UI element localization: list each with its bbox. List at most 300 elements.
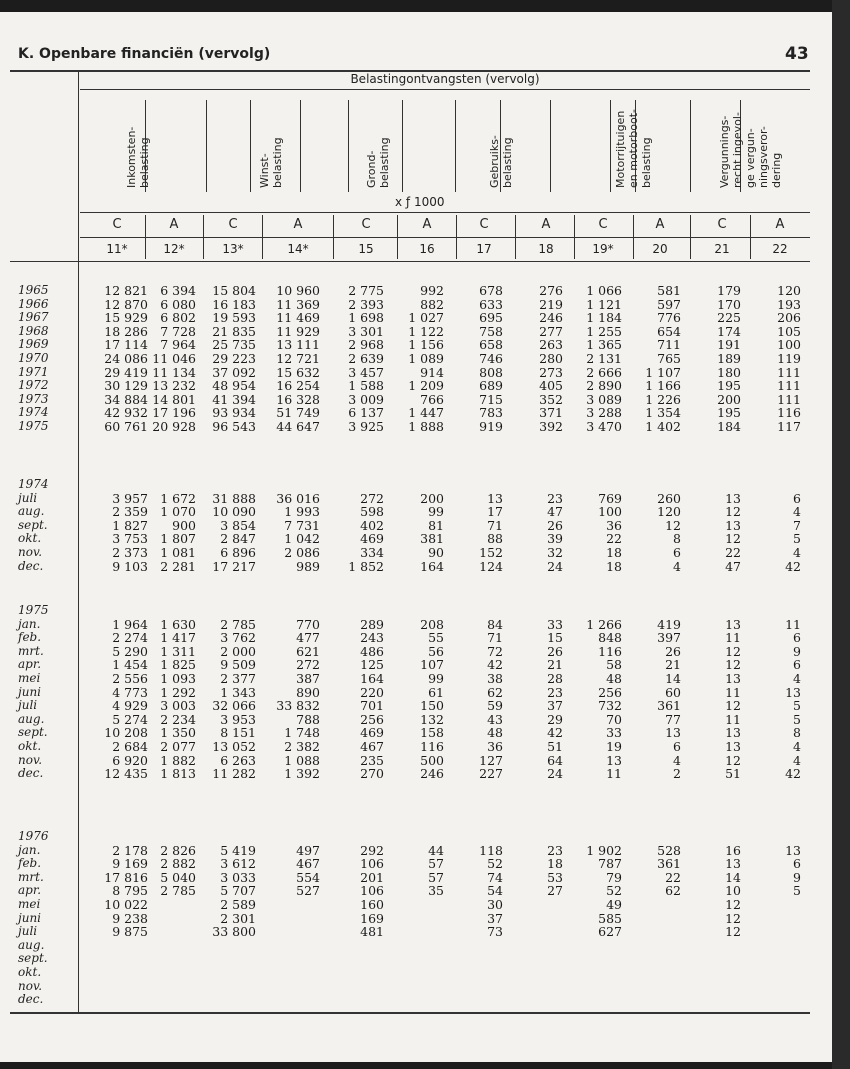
table-cell: 105	[777, 323, 801, 339]
table-cell: 500	[420, 752, 444, 768]
table-cell: 37 092	[212, 364, 256, 380]
table-cell: 12 870	[104, 296, 148, 312]
row-label: jan.	[18, 842, 41, 857]
table-cell: 84	[487, 616, 503, 632]
table-cell: 10 090	[212, 504, 256, 520]
row-label: aug.	[18, 937, 45, 952]
table-cell: 71	[487, 630, 503, 646]
row-label: apr.	[18, 883, 42, 898]
table-cell: 890	[296, 684, 320, 700]
column-code: A	[541, 217, 551, 232]
table-cell: 701	[360, 698, 384, 714]
table-cell: 99	[428, 504, 444, 520]
table-cell: 25 735	[212, 337, 256, 353]
table-cell: 62	[665, 883, 681, 899]
table-cell: 15 929	[104, 310, 148, 326]
table-cell: 277	[539, 323, 563, 339]
table-cell: 62	[487, 684, 503, 700]
table-cell: 36 016	[276, 490, 320, 506]
table-cell: 992	[420, 283, 444, 298]
table-cell: 111	[777, 378, 801, 394]
table-cell: 1 365	[586, 337, 622, 353]
row-label: sept.	[18, 951, 48, 966]
row-label: juli	[18, 698, 38, 713]
table-cell: 189	[717, 351, 741, 366]
table-cell: 44	[428, 842, 444, 858]
table-cell: 96 543	[212, 419, 256, 434]
table-cell: 2 826	[160, 842, 196, 858]
table-cell: 765	[657, 351, 681, 366]
table-cell: 13	[725, 517, 741, 533]
table-cell: 598	[360, 504, 384, 520]
table-cell: 280	[539, 351, 563, 366]
table-cell: 10 022	[104, 897, 148, 912]
table-cell: 5	[793, 883, 801, 899]
column-number: 16	[419, 242, 435, 256]
table-cell: 34 884	[104, 391, 148, 407]
table-cell: 33	[547, 616, 563, 632]
column-name-line: Gebruiks-	[488, 135, 501, 188]
table-cell: 11	[725, 684, 741, 700]
column-number: 12*	[163, 242, 185, 256]
table-cell: 527	[296, 883, 320, 899]
code-column-rule	[574, 215, 575, 259]
table-cell: 5 419	[220, 842, 256, 858]
table-cell: 12	[725, 531, 741, 547]
table-cell: 5 040	[160, 869, 196, 885]
table-cell: 81	[428, 517, 444, 533]
row-label: 1973	[18, 391, 49, 406]
table-cell: 1 089	[408, 351, 444, 366]
row-label: 1969	[18, 337, 49, 352]
table-cell: 8 151	[220, 725, 256, 741]
table-cell: 93 934	[212, 405, 256, 421]
table-cell: 256	[598, 684, 622, 700]
table-cell: 195	[717, 405, 741, 421]
table-cell: 6 896	[220, 545, 256, 560]
table-cell: 260	[657, 490, 681, 506]
table-cell: 24 086	[104, 351, 148, 366]
column-name-line: en motorboot-	[627, 109, 640, 188]
table-cell: 13	[785, 684, 801, 700]
row-label: 1974	[18, 477, 49, 491]
table-cell: 32	[547, 545, 563, 560]
table-cell: 150	[420, 698, 444, 714]
table-cell: 1 266	[586, 616, 622, 632]
table-cell: 633	[479, 296, 503, 312]
table-cell: 220	[360, 684, 384, 700]
table-cell: 711	[657, 337, 681, 353]
table-cell: 111	[777, 391, 801, 407]
unit-label: x ƒ 1000	[395, 195, 445, 209]
table-cell: 16	[725, 842, 741, 858]
table-cell: 2 382	[284, 739, 320, 754]
table-cell: 6 263	[220, 752, 256, 768]
column-name-line: Winst-	[258, 153, 271, 188]
table-cell: 776	[657, 310, 681, 326]
table-cell: 64	[547, 752, 563, 768]
table-cell: 49	[606, 897, 622, 912]
table-cell: 256	[360, 711, 384, 727]
column-name-line: belasting	[501, 137, 514, 188]
table-cell: 2 234	[160, 711, 196, 727]
table-cell: 21	[665, 657, 681, 673]
table-cell: 2 882	[160, 856, 196, 872]
table-cell: 469	[360, 725, 384, 741]
table-cell: 758	[479, 323, 503, 339]
table-cell: 23	[547, 684, 563, 700]
table-cell: 12 821	[104, 283, 148, 298]
unit-rule	[80, 212, 810, 213]
code-column-rule	[515, 215, 516, 259]
table-cell: 11	[725, 711, 741, 727]
number-rule	[10, 261, 810, 262]
column-number: 13*	[222, 242, 244, 256]
table-cell: 10 208	[104, 725, 148, 741]
table-cell: 111	[777, 364, 801, 380]
table-cell: 12	[725, 910, 741, 926]
table-cell: 56	[428, 643, 444, 659]
header-column-rule	[300, 100, 301, 192]
table-cell: 4	[793, 504, 801, 520]
column-code: A	[775, 217, 785, 232]
table-cell: 6	[673, 739, 681, 754]
page-number: 43	[785, 44, 809, 64]
table-cell: 31 888	[212, 490, 256, 506]
table-cell: 2 890	[586, 378, 622, 394]
table-cell: 2 393	[348, 296, 384, 312]
table-cell: 477	[296, 630, 320, 646]
row-label: okt.	[18, 739, 42, 753]
table-cell: 381	[420, 531, 444, 547]
table-cell: 3 854	[220, 517, 256, 533]
table-cell: 1 311	[160, 643, 196, 659]
table-cell: 3 033	[220, 869, 256, 885]
table-cell: 914	[420, 364, 444, 380]
table-cell: 30	[487, 897, 503, 912]
table-cell: 13	[785, 842, 801, 858]
row-label: juni	[18, 684, 42, 699]
table-cell: 106	[360, 883, 384, 899]
table-cell: 200	[717, 391, 741, 407]
table-cell: 127	[479, 752, 503, 768]
table-cell: 18 286	[104, 323, 148, 339]
column-number: 20	[652, 242, 668, 256]
table-cell: 787	[598, 856, 622, 872]
table-cell: 6 802	[160, 310, 196, 326]
table-cell: 3 925	[348, 419, 384, 434]
table-cell: 695	[479, 310, 503, 326]
row-label: 1965	[18, 283, 49, 297]
table-cell: 17	[487, 504, 503, 520]
table-cell: 160	[360, 897, 384, 912]
table-cell: 52	[606, 883, 622, 899]
table-cell: 48	[487, 725, 503, 741]
table-cell: 235	[360, 752, 384, 768]
table-cell: 1 122	[408, 323, 444, 339]
table-cell: 16 254	[276, 378, 320, 394]
column-code: A	[293, 217, 303, 232]
table-cell: 12	[725, 504, 741, 520]
table-cell: 405	[539, 378, 563, 394]
table-cell: 272	[360, 490, 384, 506]
table-cell: 1 226	[645, 391, 681, 407]
table-cell: 1 088	[284, 752, 320, 768]
table-cell: 11 929	[276, 323, 320, 339]
table-cell: 1 350	[160, 725, 196, 741]
table-cell: 497	[296, 842, 320, 858]
table-cell: 3 457	[348, 364, 384, 380]
table-cell: 1 447	[408, 405, 444, 421]
table-cell: 16 183	[212, 296, 256, 312]
table-cell: 170	[717, 296, 741, 312]
table-cell: 71	[487, 517, 503, 533]
table-cell: 107	[420, 657, 444, 673]
table-cell: 42	[547, 725, 563, 741]
table-cell: 11 469	[276, 310, 320, 326]
group-title: Belastingontvangsten (vervolg)	[350, 72, 540, 86]
column-code: A	[169, 217, 179, 232]
row-label: mrt.	[18, 869, 44, 884]
table-cell: 60	[665, 684, 681, 700]
code-column-rule	[750, 215, 751, 259]
table-cell: 273	[539, 364, 563, 380]
column-name-line: dering	[770, 152, 783, 188]
table-cell: 179	[717, 283, 741, 298]
column-name	[258, 137, 284, 188]
table-cell: 41 394	[212, 391, 256, 407]
table-cell: 13	[725, 616, 741, 632]
table-cell: 51 749	[276, 405, 320, 421]
bottom-rule	[10, 1012, 810, 1014]
row-label: dec.	[18, 558, 44, 573]
group-rule	[80, 89, 810, 90]
table-cell: 100	[598, 504, 622, 520]
column-number: 19*	[592, 242, 614, 256]
table-cell: 42 932	[104, 405, 148, 421]
row-label: mrt.	[18, 643, 44, 658]
table-cell: 3 953	[220, 711, 256, 727]
table-cell: 848	[598, 630, 622, 646]
table-cell: 467	[360, 739, 384, 754]
table-cell: 13 111	[276, 337, 320, 353]
table-cell: 9 103	[112, 558, 148, 574]
table-cell: 18	[606, 545, 622, 560]
table-cell: 29	[547, 711, 563, 727]
table-cell: 2 178	[112, 842, 148, 858]
table-cell: 13	[487, 490, 503, 506]
row-label: feb.	[18, 856, 42, 871]
table-cell: 1 209	[408, 378, 444, 394]
table-cell: 42	[785, 766, 801, 782]
row-label: mei	[18, 671, 41, 685]
column-name-line: recht ingevol-	[731, 112, 744, 188]
table-cell: 13	[606, 752, 622, 768]
table-cell: 6	[793, 657, 801, 673]
header-column-rule	[250, 100, 251, 192]
table-cell: 2 785	[160, 883, 196, 899]
table-cell: 15 804	[212, 283, 256, 298]
table-cell: 22	[606, 531, 622, 547]
table-cell: 732	[598, 698, 622, 714]
table-cell: 47	[547, 504, 563, 520]
column-number: 22	[772, 242, 788, 256]
table-cell: 387	[296, 671, 320, 686]
table-cell: 1 825	[160, 657, 196, 673]
table-cell: 35	[428, 883, 444, 899]
table-cell: 4 773	[112, 684, 148, 700]
table-cell: 100	[777, 337, 801, 353]
table-cell: 24	[547, 558, 563, 574]
table-cell: 33 832	[276, 698, 320, 714]
table-cell: 61	[428, 684, 444, 700]
table-cell: 246	[420, 766, 444, 782]
table-cell: 770	[296, 616, 320, 632]
table-cell: 419	[657, 616, 681, 632]
table-cell: 120	[777, 283, 801, 298]
table-cell: 13	[725, 671, 741, 686]
row-label: 1974	[18, 405, 49, 420]
column-number: 18	[538, 242, 554, 256]
column-name	[614, 109, 653, 188]
table-cell: 29 223	[212, 351, 256, 366]
table-cell: 1 417	[160, 630, 196, 646]
table-cell: 59	[487, 698, 503, 714]
table-cell: 1 807	[160, 531, 196, 547]
table-cell: 4	[673, 558, 681, 574]
table-cell: 13 232	[152, 378, 196, 394]
table-cell: 2 086	[284, 545, 320, 560]
row-label: juli	[18, 924, 38, 939]
section-title: K. Openbare financiën (vervolg)	[18, 46, 271, 62]
table-cell: 1 993	[284, 504, 320, 520]
table-cell: 27	[547, 883, 563, 899]
table-cell: 13	[665, 725, 681, 741]
header-column-rule	[402, 100, 403, 192]
column-name-line: Vergunnings-	[718, 115, 731, 188]
table-cell: 766	[420, 391, 444, 407]
table-cell: 397	[657, 630, 681, 646]
table-cell: 38	[487, 671, 503, 686]
table-cell: 783	[479, 405, 503, 421]
code-column-rule	[203, 215, 204, 259]
table-cell: 225	[717, 310, 741, 326]
table-cell: 678	[479, 283, 503, 298]
table-cell: 18	[606, 558, 622, 574]
row-label: juli	[18, 490, 38, 505]
table-cell: 12	[725, 897, 741, 912]
table-cell: 715	[479, 391, 503, 407]
table-cell: 3 288	[586, 405, 622, 421]
table-cell: 1 121	[586, 296, 622, 312]
table-cell: 788	[296, 711, 320, 727]
table-cell: 200	[420, 490, 444, 506]
table-cell: 12	[665, 517, 681, 533]
table-cell: 6 920	[112, 752, 148, 768]
table-cell: 243	[360, 630, 384, 646]
table-cell: 90	[428, 545, 444, 560]
row-label: dec.	[18, 766, 44, 781]
table-cell: 26	[547, 517, 563, 533]
table-cell: 11	[725, 630, 741, 646]
table-cell: 124	[479, 558, 503, 574]
table-cell: 1 888	[408, 419, 444, 434]
table-cell: 43	[487, 711, 503, 727]
page-edge	[832, 0, 850, 1069]
table-cell: 28	[547, 671, 563, 686]
table-cell: 4 929	[112, 698, 148, 714]
table-cell: 1 093	[160, 671, 196, 686]
code-column-rule	[690, 215, 691, 259]
table-cell: 12 435	[104, 766, 148, 782]
table-cell: 3 003	[160, 698, 196, 714]
table-cell: 467	[296, 856, 320, 872]
table-cell: 19 593	[212, 310, 256, 326]
table-cell: 12 721	[276, 351, 320, 366]
table-cell: 7 728	[160, 323, 196, 339]
table-cell: 1 184	[586, 310, 622, 326]
row-label: aug.	[18, 711, 45, 726]
table-cell: 12	[725, 657, 741, 673]
table-cell: 6 394	[160, 283, 196, 298]
table-cell: 117	[777, 419, 801, 434]
row-label: 1970	[18, 351, 49, 365]
table-cell: 486	[360, 643, 384, 659]
table-cell: 2 968	[348, 337, 384, 353]
table-cell: 900	[172, 517, 196, 533]
table-cell: 9	[793, 869, 801, 885]
table-cell: 334	[360, 545, 384, 560]
column-name-line: ningsveror-	[757, 126, 770, 188]
table-cell: 33 800	[212, 924, 256, 940]
table-cell: 12	[725, 924, 741, 940]
table-cell: 57	[428, 869, 444, 885]
row-label: nov.	[18, 978, 43, 993]
table-cell: 6 137	[348, 405, 384, 421]
table-cell: 1 070	[160, 504, 196, 520]
column-number: 17	[476, 242, 492, 256]
table-cell: 8	[793, 725, 801, 741]
table-cell: 597	[657, 296, 681, 312]
table-cell: 116	[777, 405, 801, 421]
table-cell: 42	[785, 558, 801, 574]
table-cell: 481	[360, 924, 384, 940]
table-cell: 125	[360, 657, 384, 673]
table-cell: 1 630	[160, 616, 196, 632]
row-label: 1967	[18, 310, 49, 325]
code-column-rule	[333, 215, 334, 259]
table-cell: 39	[547, 531, 563, 547]
table-cell: 7 731	[284, 517, 320, 533]
table-cell: 3 009	[348, 391, 384, 407]
table-cell: 4	[793, 752, 801, 768]
column-name-line: Motorrijtuigen	[614, 110, 627, 188]
column-code: A	[655, 217, 665, 232]
table-cell: 4	[673, 752, 681, 768]
table-cell: 2 274	[112, 630, 148, 646]
table-cell: 2 377	[220, 671, 256, 686]
table-cell: 70	[606, 711, 622, 727]
column-code: C	[717, 217, 727, 232]
table-cell: 18	[547, 856, 563, 872]
column-name-line: belasting	[271, 137, 284, 188]
table-cell: 2 847	[220, 531, 256, 547]
table-cell: 1 588	[348, 378, 384, 394]
table-cell: 392	[539, 419, 563, 434]
table-cell: 621	[296, 643, 320, 659]
table-cell: 17 196	[152, 405, 196, 421]
row-label: okt.	[18, 965, 42, 979]
